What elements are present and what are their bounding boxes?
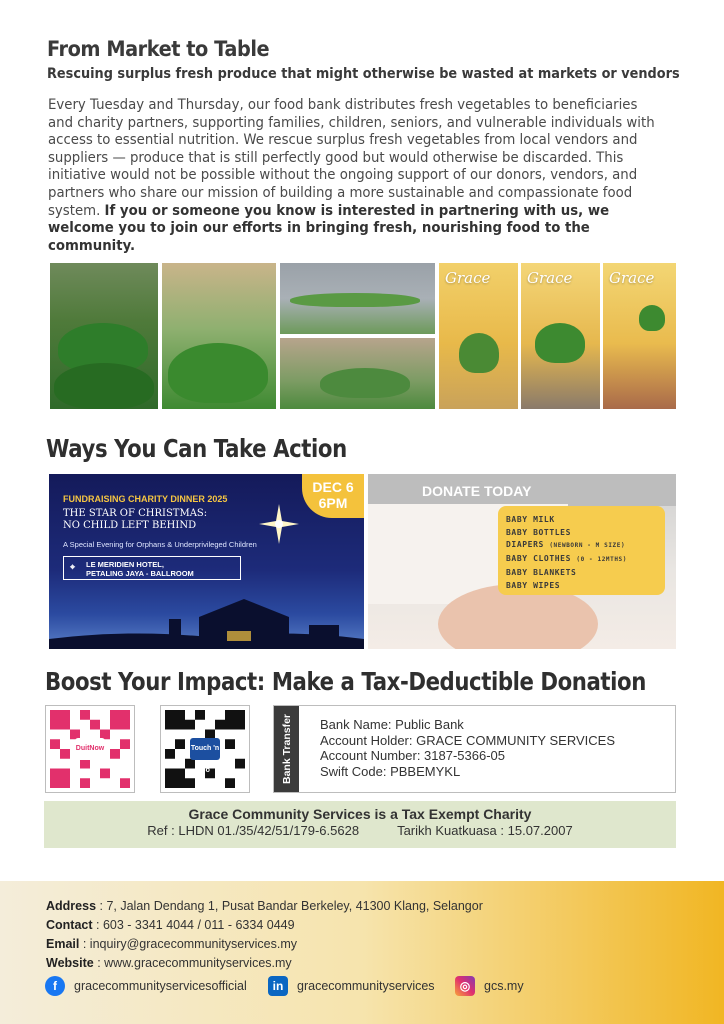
- donate-today-banner[interactable]: [368, 474, 676, 649]
- donation-item: BABY BOTTLES: [506, 527, 571, 537]
- linkedin-icon: in: [268, 976, 288, 996]
- event-date: DEC 6: [312, 479, 354, 495]
- christmas-star-icon: [259, 504, 299, 544]
- footer-email[interactable]: Email : inquiry@gracecommunityservices.my: [46, 937, 297, 951]
- intro-paragraph: [48, 97, 656, 255]
- tax-exempt-notice: [44, 801, 676, 848]
- donation-item: BABY WIPES: [506, 580, 561, 590]
- instagram-icon: ◎: [455, 976, 475, 996]
- footer-contact: Contact : 603 - 3341 4044 / 011 - 6334 0449: [46, 918, 295, 932]
- linkedin-handle: gracecommunityservices: [297, 979, 435, 993]
- grace-logo-text: Grace: [445, 269, 491, 287]
- instagram-link[interactable]: [455, 976, 524, 996]
- event-title: [63, 508, 243, 532]
- instagram-handle: gcs.my: [484, 979, 524, 993]
- event-date-badge: [302, 474, 364, 518]
- bank-transfer-box: [273, 705, 676, 793]
- account-number: Account Number: 3187-5366-05: [320, 748, 506, 763]
- event-time: 6PM: [318, 495, 348, 511]
- facebook-link[interactable]: [45, 976, 247, 996]
- photo-beneficiary-3: [603, 263, 676, 409]
- photo-distribution-line: [280, 263, 435, 334]
- duitnow-logo: DuitNow: [75, 738, 105, 760]
- location-pin-icon: ⌖: [70, 562, 76, 572]
- photo-packing-vegetables: [280, 338, 435, 409]
- duitnow-qr-code[interactable]: [45, 705, 135, 793]
- section-title-donation: Boost Your Impact: Make a Tax-Deductible Donation: [45, 667, 646, 696]
- section-subtitle-market: Rescuing surplus fresh produce that might otherwise be wasted at markets or vendors: [47, 66, 680, 82]
- event-description: A Special Evening for Orphans & Underprivileged Children: [63, 540, 257, 549]
- donate-heading: DONATE TODAY: [368, 474, 676, 506]
- tax-effective-date: Tarikh Kuatkuasa : 15.07.2007: [397, 823, 573, 838]
- photo-beneficiary-2: [521, 263, 600, 409]
- nativity-silhouette: [49, 589, 364, 649]
- event-kicker: FUNDRAISING CHARITY DINNER 2025: [63, 494, 228, 504]
- tax-ref: Ref : LHDN 01./35/42/51/179-6.5628: [147, 823, 360, 838]
- donation-item: BABY CLOTHES (0 - 12MTHS): [506, 554, 627, 564]
- event-title-line2: NO CHILD LEFT BEHIND: [63, 520, 197, 531]
- facebook-handle: gracecommunityservicesofficial: [74, 979, 247, 993]
- photo-beneficiary-1: [439, 263, 518, 409]
- tax-reference-line: [44, 823, 676, 838]
- grace-logo-text: Grace: [609, 269, 655, 287]
- bank-transfer-label: Bank Transfer: [280, 713, 293, 785]
- donation-item: DIAPERS (NEWBORN - M SIZE): [506, 540, 626, 550]
- event-venue: [63, 556, 241, 580]
- linkedin-link[interactable]: [268, 976, 435, 996]
- bank-transfer-tab: [274, 706, 299, 792]
- event-title-line1: THE STAR OF CHRISTMAS:: [63, 508, 208, 519]
- donation-item: BABY MILK: [506, 515, 555, 524]
- photo-collage: [50, 263, 676, 409]
- tax-exempt-title: Grace Community Services is a Tax Exempt Charity: [188, 806, 532, 822]
- footer-address: Address : 7, Jalan Dendang 1, Pusat Bandar Berkeley, 41300 Klang, Selangor: [46, 899, 483, 913]
- donation-item-list: [498, 506, 665, 595]
- section-title-market: From Market to Table: [47, 37, 270, 61]
- charity-dinner-banner[interactable]: [49, 474, 364, 649]
- photo-vegetables-stall: [50, 263, 158, 409]
- bank-details: [320, 717, 615, 779]
- donation-item: BABY BLANKETS: [506, 567, 577, 577]
- swift-code: Swift Code: PBBEMYKL: [320, 763, 461, 779]
- touchngo-qr-code[interactable]: [160, 705, 250, 793]
- account-holder: Account Holder: GRACE COMMUNITY SERVICES: [320, 732, 615, 748]
- grace-logo-text: Grace: [527, 269, 573, 287]
- venue-line2: PETALING JAYA - BALLROOM: [86, 569, 194, 578]
- touchngo-logo: Touch 'n Go: [190, 738, 220, 760]
- intro-bold-text: If you or someone you know is interested in partnering with us, we welcome you to join our efforts in bringing fresh, nourishing food to the community.: [48, 202, 610, 254]
- footer-website[interactable]: Website : www.gracecommunityservices.my: [46, 956, 292, 970]
- intro-text: Every Tuesday and Thursday, our food bank distributes fresh vegetables to beneficiaries and charity partners, supporting families, children, seniors, and vulnerable individuals with access to essential nutrition. We rescue surplus fresh vegetables from local vendors and suppliers — produce that is still perfectly good but would otherwise be discarded. This initiative would not be possible without the ongoing support of our donors, vendors, and partners who share our mission of building a more sustainable and compassionate food system.: [48, 97, 655, 219]
- bank-name: Bank Name: Public Bank: [320, 717, 464, 732]
- facebook-icon: f: [45, 976, 65, 996]
- venue-line1: LE MERIDIEN HOTEL,: [86, 560, 164, 569]
- section-title-actions: Ways You Can Take Action: [46, 434, 347, 463]
- photo-volunteers-sorting: [162, 263, 276, 409]
